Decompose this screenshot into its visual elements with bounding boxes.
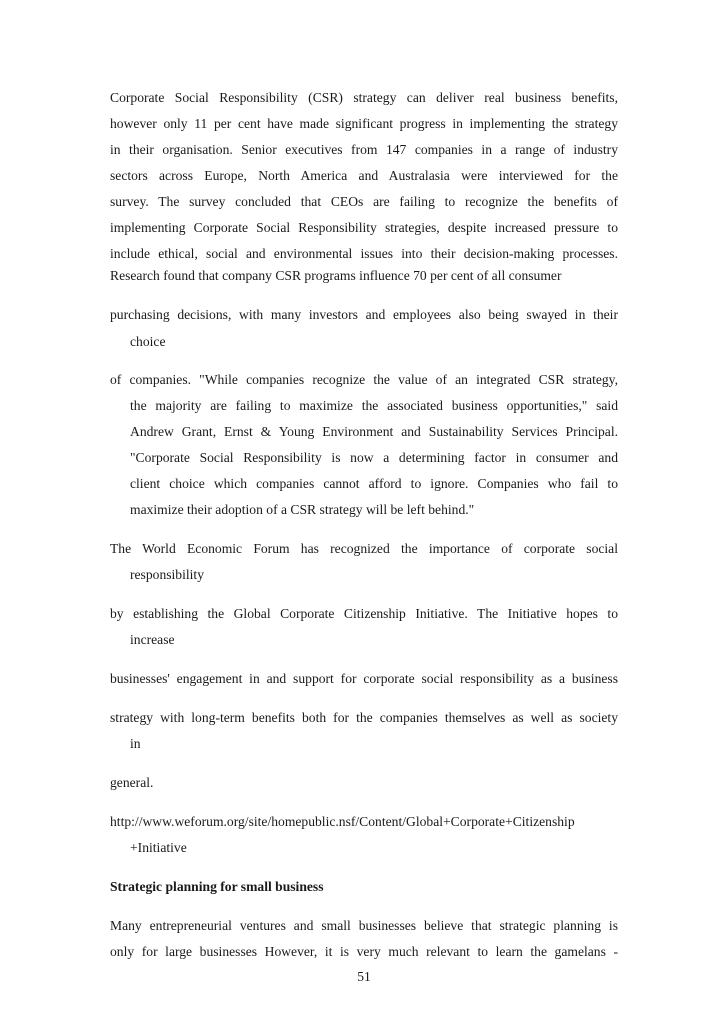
body-text-line: choice xyxy=(130,334,166,349)
quote-paragraph-line: client choice which companies cannot afford to ignore. Companies who fail to xyxy=(130,476,618,491)
quote-paragraph-line: Andrew Grant, Ernst & Young Environment and Sustainability Services Principal. xyxy=(130,424,618,439)
body-text-line: implementing Corporate Social Responsibility strategies, despite increased pressure to xyxy=(110,220,618,235)
quote-paragraph-line: of companies. "While companies recognize the value of an integrated CSR strategy, xyxy=(110,372,618,387)
body-text-line: include ethical, social and environmental issues into their decision-making processes. xyxy=(110,246,618,261)
body-text-line: general. xyxy=(110,775,154,790)
section-heading: Strategic planning for small business xyxy=(110,879,324,894)
page-number: 51 xyxy=(357,969,371,984)
body-text-line: in their organisation. Senior executives from 147 companies in a range of industry xyxy=(110,142,618,157)
body-text-line: purchasing decisions, with many investors and employees also being swayed in their xyxy=(110,307,618,322)
body-text-line: increase xyxy=(130,632,175,647)
body-text-line: responsibility xyxy=(130,567,205,582)
quote-paragraph-line: "Corporate Social Responsibility is now a determining factor in consumer and xyxy=(130,450,618,465)
body-text-line: survey. The survey concluded that CEOs are failing to recognize the benefits of xyxy=(110,194,618,209)
body-text-line: only for large businesses However, it is very much relevant to learn the gamelans - xyxy=(110,944,618,959)
body-text-line: Research found that company CSR programs influence 70 per cent of all consumer xyxy=(110,268,562,283)
quote-paragraph-line: the majority are failing to maximize the associated business opportunities," said xyxy=(130,398,618,413)
body-text-line: however only 11 per cent have made significant progress in implementing the strategy xyxy=(110,116,618,131)
quote-paragraph-line: maximize their adoption of a CSR strategy will be left behind." xyxy=(130,502,475,517)
body-text-line: strategy with long-term benefits both for the companies themselves as well as society xyxy=(110,710,618,725)
body-text-line: Corporate Social Responsibility (CSR) strategy can deliver real business benefits, xyxy=(110,90,618,105)
body-text-line: Many entrepreneurial ventures and small businesses believe that strategic planning is xyxy=(110,918,618,933)
url-line: http://www.weforum.org/site/homepublic.nsf/Content/Global+Corporate+Citizenship xyxy=(110,814,575,829)
body-text-line: by establishing the Global Corporate Citizenship Initiative. The Initiative hopes to xyxy=(110,606,618,621)
body-text-line: The World Economic Forum has recognized the importance of corporate social xyxy=(110,541,618,556)
body-text-line: businesses' engagement in and support for corporate social responsibility as a business xyxy=(110,671,618,686)
body-text-line: sectors across Europe, North America and Australasia were interviewed for the xyxy=(110,168,618,183)
url-line: +Initiative xyxy=(130,840,187,855)
body-text-line: in xyxy=(130,736,141,751)
